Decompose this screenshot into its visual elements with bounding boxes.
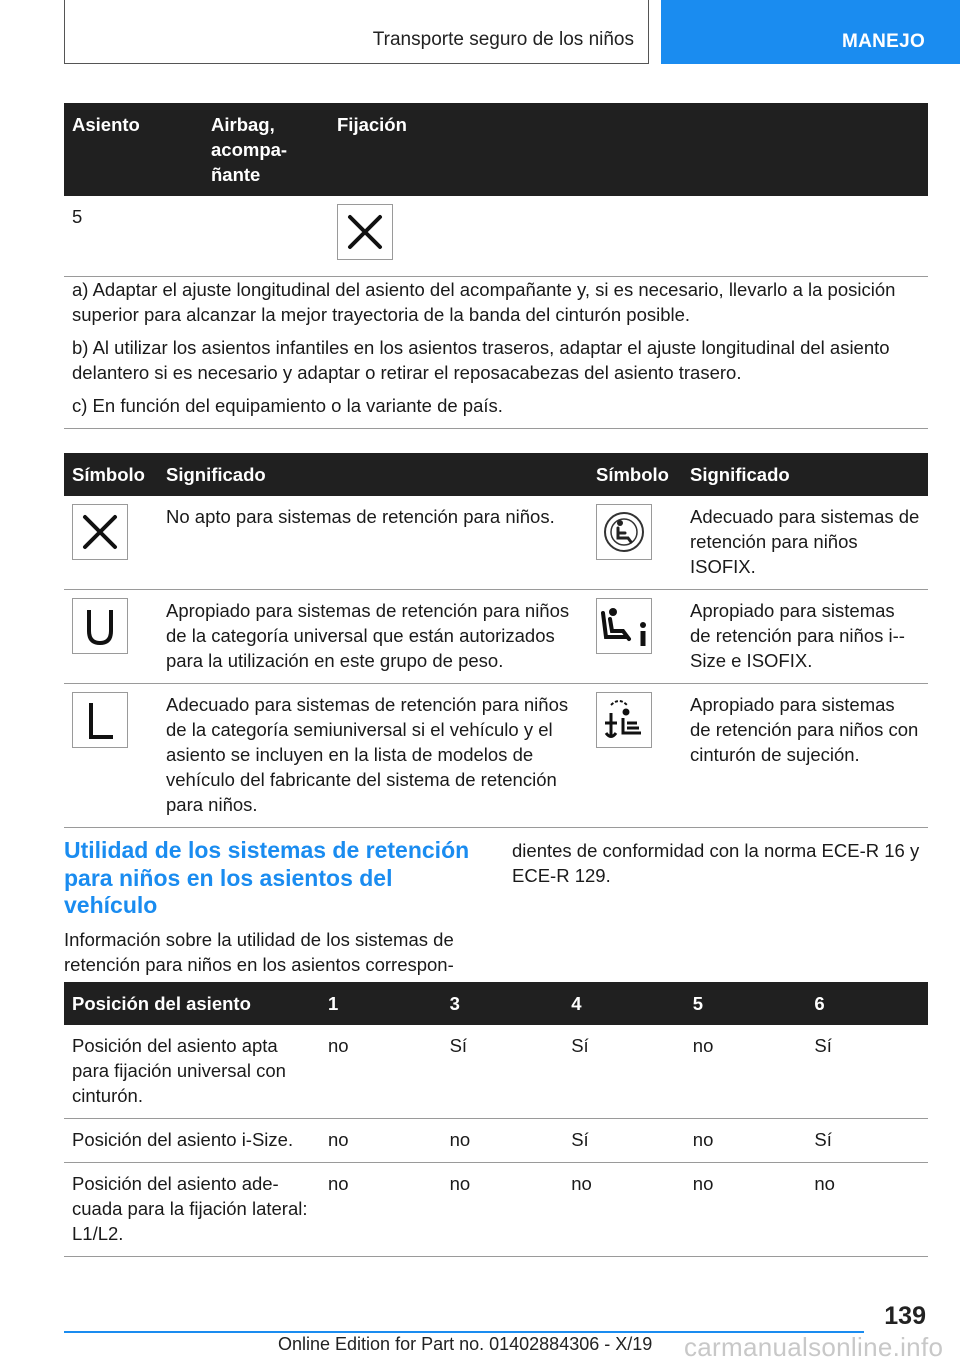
col-header-meaning-1: Significado [158, 453, 588, 496]
table-footnotes [64, 269, 928, 429]
footnote-c: c) En función del equipamiento o la variante de país. [72, 395, 503, 416]
fixation-cell [329, 196, 928, 277]
col-header-seat-5: 5 [685, 982, 807, 1025]
table-header-row [64, 453, 928, 496]
table-row [64, 1163, 928, 1257]
belt-anchor-seat-icon [596, 692, 652, 748]
meaning-cell: Adecuado para sistemas de retención para niños ISOFIX. [682, 496, 928, 590]
value-cell: no [685, 1025, 807, 1119]
col-header-meaning-2: Significado [682, 453, 928, 496]
col-header-position: Posición del asiento [64, 982, 320, 1025]
position-label: Posición del asiento apta para fijación universal con cinturón. [64, 1025, 320, 1119]
i-size-seat-icon [596, 598, 652, 654]
value-cell: no [442, 1163, 564, 1257]
col-header-symbol-1: Símbolo [64, 453, 158, 496]
table-row [64, 496, 928, 590]
meaning-cell: Apropiado para sistemas de retención para niños de la categoría universal que están autorizados para la utilización en este grupo de peso. [158, 590, 588, 684]
position-label: Posición del asiento i-Size. [64, 1119, 320, 1163]
seat-airbag-table [64, 103, 928, 277]
footnote-b: b) Al utilizar los asientos infantiles en los asientos traseros, adaptar el ajuste longitudinal del asiento delantero si es necesario y adaptar o retirar el reposacabezas del asiento trasero. [72, 337, 890, 383]
seat-cell: 5 [64, 196, 203, 277]
footer-edition: Online Edition for Part no. 01402884306 - X/19 [278, 1334, 653, 1354]
section-heading: Utilidad de los sistemas de retención para niños en los asientos del vehículo [64, 837, 470, 918]
col-header-seat-3: 3 [442, 982, 564, 1025]
table-row [64, 590, 928, 684]
l-semiuniversal-icon [72, 692, 128, 748]
table-row [64, 196, 928, 277]
symbol-legend-table [64, 453, 928, 828]
header-section-box [64, 0, 649, 64]
isofix-seat-icon [596, 504, 652, 560]
meaning-cell: Apropiado para sistemas de retención para niños i--Size e ISOFIX. [682, 590, 928, 684]
value-cell: no [320, 1119, 442, 1163]
col-header-fixation: Fijación [329, 103, 928, 196]
table-header-row [64, 982, 928, 1025]
col-header-airbag: Airbag, acompa-ñante [203, 103, 329, 196]
seat-position-table [64, 982, 928, 1257]
header-chapter-tab [661, 0, 960, 64]
meaning-cell: Apropiado para sistemas de retención para niños con cinturón de sujeción. [682, 684, 928, 828]
value-cell: no [806, 1163, 928, 1257]
section-body-right: dientes de conformidad con la norma ECE-R 16 y ECE-R 129. [512, 840, 920, 886]
meaning-cell: No apto para sistemas de retención para niños. [158, 496, 588, 590]
footnote-a: a) Adaptar el ajuste longitudinal del asiento del acompañante y, si es necesario, llevarlo a la posición superior para alcanzar la mejor trayectoria de la banda del cinturón posible. [72, 279, 896, 325]
meaning-cell: Adecuado para sistemas de retención para niños de la categoría semiuniversal si el vehículo y el asiento se incluyen en la lista de modelos de vehículo del fabricante del sistema de retención para niños. [158, 684, 588, 828]
col-header-seat-6: 6 [806, 982, 928, 1025]
value-cell: no [685, 1163, 807, 1257]
value-cell: no [685, 1119, 807, 1163]
value-cell: Sí [806, 1119, 928, 1163]
airbag-cell [203, 196, 329, 277]
col-header-symbol-2: Símbolo [588, 453, 682, 496]
value-cell: Sí [563, 1025, 685, 1119]
value-cell: no [320, 1025, 442, 1119]
watermark: carmanualsonline.info [684, 1332, 944, 1362]
table-row [64, 684, 928, 828]
table-row [64, 1119, 928, 1163]
value-cell: Sí [563, 1119, 685, 1163]
value-cell: no [563, 1163, 685, 1257]
x-not-suitable-icon [337, 204, 393, 260]
header-section-title: Transporte seguro de los niños [372, 29, 634, 50]
table-row [64, 1025, 928, 1119]
col-header-seat: Asiento [64, 103, 203, 196]
value-cell: no [442, 1119, 564, 1163]
value-cell: Sí [442, 1025, 564, 1119]
header-chapter-title: MANEJO [842, 31, 926, 52]
col-header-seat-4: 4 [563, 982, 685, 1025]
table-header-row [64, 103, 928, 196]
position-label: Posición del asiento ade-cuada para la fijación lateral: L1/L2. [64, 1163, 320, 1257]
x-not-suitable-icon [72, 504, 128, 560]
col-header-seat-1: 1 [320, 982, 442, 1025]
u-universal-icon [72, 598, 128, 654]
value-cell: no [320, 1163, 442, 1257]
section-body-left: Información sobre la utilidad de los sistemas de retención para niños en los asientos correspon- [64, 929, 454, 975]
value-cell: Sí [806, 1025, 928, 1119]
page-number: 139 [884, 1302, 926, 1330]
